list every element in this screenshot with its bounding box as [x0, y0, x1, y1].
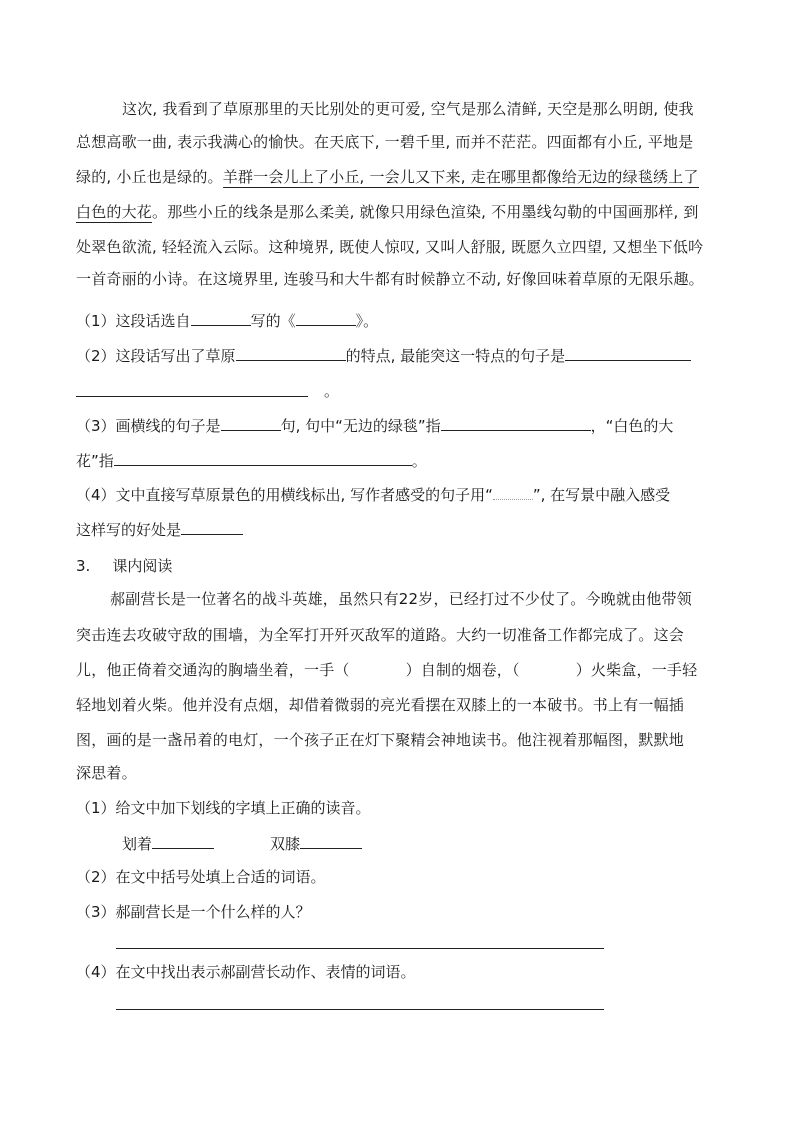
question-text: 》。 [355, 312, 379, 330]
pinyin-blank-2[interactable] [300, 832, 362, 849]
answer-blank-green-carpet[interactable] [441, 414, 591, 431]
question-text: ，“白色的大 [590, 417, 674, 435]
section-title: 课内阅读 [112, 557, 173, 575]
passage1-line-2: 总想高歌一曲, 表示我满心的愉快。在天底下, 一碧千里, 而并不茫茫。四面都有小丘, 平地是 [76, 133, 694, 151]
question-number: （3） [76, 417, 116, 435]
question-text: ”, 在写景中融入感受 [532, 486, 671, 504]
question-number: （1） [76, 799, 116, 817]
question-1-4 [76, 484, 670, 505]
word-huazhe: 划着 [122, 835, 153, 853]
underlined-sentence-part2: 白色的大花 [76, 203, 153, 221]
question-1-4-cont [76, 518, 243, 540]
question-text: 句, 句中“无边的绿毯”指 [280, 417, 441, 435]
passage2-line-2: 突击连去攻破守敌的围墙，为全军打开歼灭敌军的道路。大约一切准备工作都完成了。这会 [76, 626, 685, 644]
passage1-line-1: 这次, 我看到了草原那里的天比别处的更可爱, 空气是那么清鲜, 天空是那么明朗, 使我 [122, 100, 694, 118]
answer-blank-white-flower[interactable] [114, 449, 412, 466]
passage1-line-4-text: 。那些小丘的线条是那么柔美, 就像只用绿色渲染, 不用墨线勾勒的中国画那样, 到 [152, 203, 699, 221]
question-end-mark: 。 [324, 382, 340, 400]
word-shuangxi: 双膝 [270, 835, 301, 853]
section-number: 3. [76, 557, 91, 575]
passage1-line-4 [76, 201, 699, 222]
passage1-line-6: 一首奇丽的小诗。在这境界里, 连骏马和大牛都有时候静立不动, 好像回味着草原的无限乐趣。 [76, 270, 704, 288]
question-text: 在文中括号处填上合适的词语。 [115, 868, 326, 886]
passage1-line-5: 处翠色欲流, 轻轻流入云际。这种境界, 既使人惊叹, 又叫人舒服, 既愿久立四望, 又想坐下低吟 [76, 238, 704, 256]
question-text: 写的《 [250, 312, 296, 330]
passage2-text: ）自制的烟卷，（ [405, 661, 520, 679]
question-1-3-cont [76, 449, 427, 471]
question-text: 这段话选自 [115, 312, 191, 330]
passage2-line-6: 深思着。 [76, 764, 137, 782]
pinyin-row [122, 832, 362, 854]
passage2-text: 儿，他正倚着交通沟的胸墙坐着，一手（ [76, 661, 350, 679]
question-1-1 [76, 309, 378, 331]
question-3-3 [76, 901, 311, 922]
answer-blank-title[interactable] [296, 309, 356, 326]
passage2-line-5: 图，画的是一盏吊着的电灯，一个孩子正在灯下聚精会神地读书。他注视着那幅图，默默地 [76, 731, 685, 749]
question-number: （4） [76, 963, 116, 981]
question-text: 在文中找出表示郝副营长动作、表情的词语。 [115, 963, 416, 981]
passage2-line-1: 郝副营长是一位著名的战斗英雄，虽然只有22岁，已经打过不少仗了。今晚就由他带领 [110, 590, 692, 608]
passage2-text: ）火柴盒，一手轻 [575, 661, 698, 679]
underlined-sentence-part1: 羊群一会儿上了小丘, 一会儿又下来, 走在哪里都像给无边的绿毯绣上了 [222, 168, 699, 186]
question-text: 郝副营长是一个什么样的人？ [115, 903, 311, 921]
question-3-2 [76, 866, 326, 887]
question-number: （3） [76, 903, 116, 921]
pinyin-blank-1[interactable] [152, 832, 214, 849]
wavy-line-sample [493, 485, 533, 500]
answer-line[interactable] [76, 396, 308, 397]
question-text: 这段话写出了草原 [115, 347, 236, 365]
question-number: （1） [76, 312, 116, 330]
answer-line-3-3[interactable] [116, 948, 604, 949]
question-1-3 [76, 414, 673, 436]
question-number: （4） [76, 486, 116, 504]
question-number: （2） [76, 868, 116, 886]
question-3-4 [76, 961, 416, 982]
question-1-2 [76, 344, 691, 366]
question-number: （2） [76, 347, 116, 365]
section-3-heading [76, 555, 172, 576]
question-text: 。 [411, 452, 427, 470]
answer-blank-feature[interactable] [236, 344, 346, 361]
passage2-line-4: 轻地划着火柴。他并没有点烟，却借着微弱的亮光看摆在双膝上的一本破书。书上有一幅插 [76, 696, 685, 714]
question-text: 文中直接写草原景色的用横线标出, 写作者感受的句子用“ [115, 486, 493, 504]
answer-line-3-4[interactable] [116, 1009, 604, 1010]
question-text: 这样写的好处是 [76, 521, 182, 539]
answer-blank-sentence[interactable] [565, 344, 691, 361]
answer-blank-author[interactable] [191, 309, 251, 326]
question-text: 的特点, 最能突这一特点的句子是 [345, 347, 566, 365]
question-3-1 [76, 797, 371, 818]
answer-blank-sentence-type[interactable] [221, 414, 281, 431]
passage1-line-3-text: 绿的, 小丘也是绿的。 [76, 168, 223, 186]
question-text: 花”指 [76, 452, 114, 470]
passage2-line-3 [76, 659, 697, 680]
question-text: 给文中加下划线的字填上正确的读音。 [115, 799, 371, 817]
question-text: 画横线的句子是 [115, 417, 221, 435]
answer-blank-benefit[interactable] [181, 518, 243, 535]
passage1-line-3 [76, 166, 699, 187]
